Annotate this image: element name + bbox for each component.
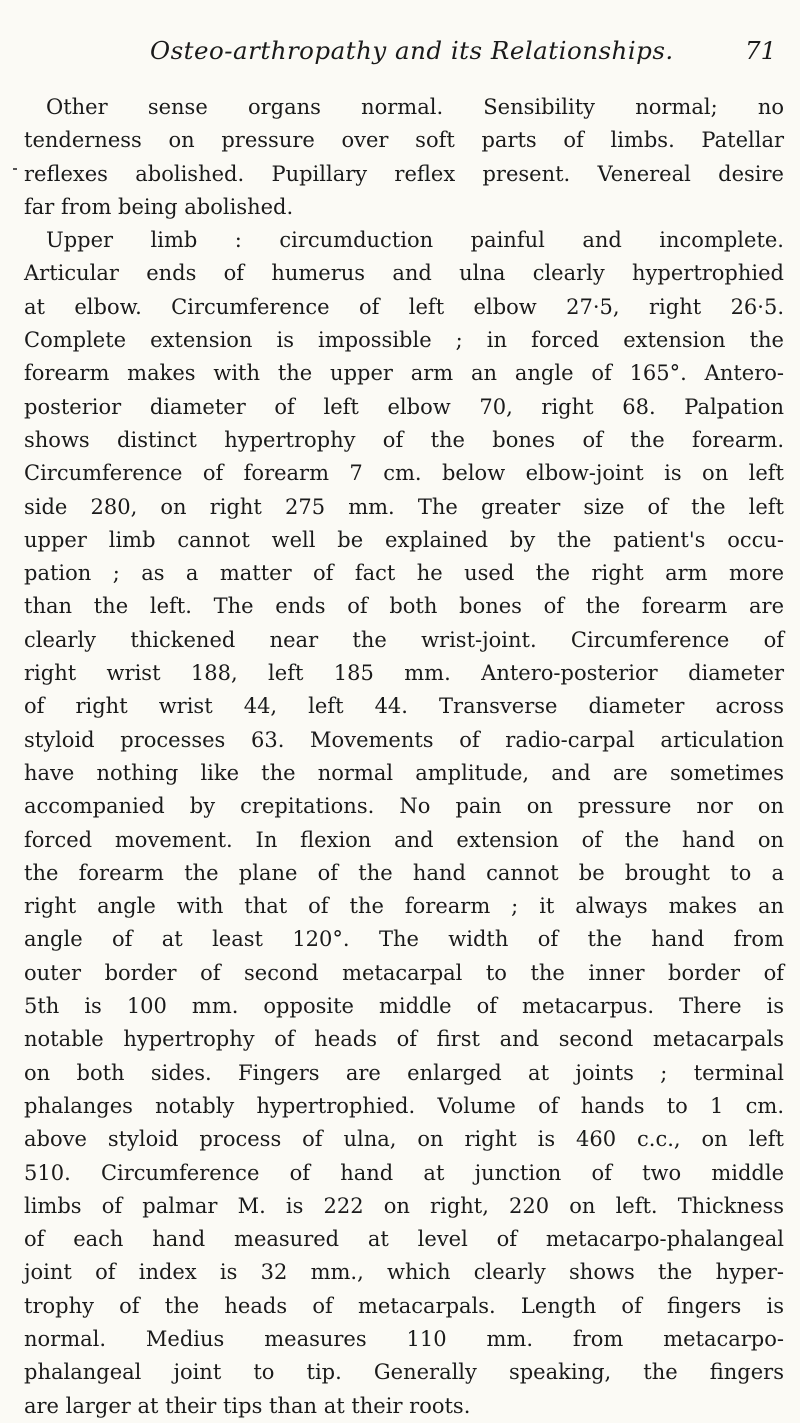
text-line: angle of at least 120°. The width of the hand from [24, 927, 784, 952]
page-number: 71 [745, 36, 777, 65]
text-line: styloid processes 63. Movements of radio-carpal articulation [24, 727, 784, 752]
text-line: tenderness on pressure over soft parts of limbs. Patellar [24, 128, 784, 153]
text-line: the forearm the plane of the hand cannot be brought to a [24, 860, 784, 885]
text-line: at elbow. Circumference of left elbow 27·5, right 26·5. [24, 294, 784, 319]
text-line: on both sides. Fingers are enlarged at joints ; terminal [24, 1060, 784, 1085]
margin-mark [13, 168, 17, 170]
text-line: limbs of palmar M. is 222 on right, 220 on left. Thickness [24, 1193, 784, 1218]
text-line: normal. Medius measures 110 mm. from metacarpo- [24, 1326, 784, 1351]
text-line: Articular ends of humerus and ulna clearly hypertrophied [24, 261, 784, 286]
text-line: trophy of the heads of metacarpals. Length of fingers is [24, 1293, 784, 1318]
text-line: phalangeal joint to tip. Generally speaking, the fingers [24, 1360, 784, 1385]
page-header [0, 36, 800, 76]
text-line: phalanges notably hypertrophied. Volume of hands to 1 cm. [24, 1093, 784, 1118]
text-line: accompanied by crepitations. No pain on pressure nor on [24, 794, 784, 819]
text-line: Other sense organs normal. Sensibility normal; no [46, 95, 784, 119]
text-line: pation ; as a matter of fact he used the right arm more [24, 561, 784, 586]
text-line: of each hand measured at level of metacarpo-phalangeal [24, 1227, 784, 1252]
text-line: far from being abolished. [24, 194, 294, 219]
text-line: of right wrist 44, left 44. Transverse diameter across [24, 694, 784, 719]
text-line: posterior diameter of left elbow 70, right 68. Palpation [24, 394, 784, 419]
body-text [24, 91, 784, 1423]
text-line: clearly thickened near the wrist-joint. Circumference of [24, 627, 784, 652]
text-line: than the left. The ends of both bones of the forearm are [24, 594, 784, 619]
running-title: Osteo-arthropathy and its Relationships. [150, 36, 674, 65]
text-line: right wrist 188, left 185 mm. Antero-posterior diameter [24, 661, 784, 686]
text-line: above styloid process of ulna, on right is 460 c.c., on left [24, 1127, 784, 1152]
text-line: Circumference of forearm 7 cm. below elbow-joint is on left [24, 461, 784, 486]
text-line: Upper limb : circumduction painful and incomplete. [46, 228, 784, 253]
text-line: reflexes abolished. Pupillary reflex present. Venereal desire [24, 161, 784, 186]
text-line: have nothing like the normal amplitude, and are sometimes [24, 760, 784, 785]
text-line: Complete extension is impossible ; in forced extension the [24, 328, 784, 353]
text-line: forced movement. In flexion and extension of the hand on [24, 827, 784, 852]
text-line: 510. Circumference of hand at junction of two middle [24, 1160, 784, 1185]
text-line: forearm makes with the upper arm an angle of 165°. Antero- [24, 361, 784, 386]
text-line: are larger at their tips than at their roots. [24, 1393, 471, 1418]
text-line: upper limb cannot well be explained by the patient's occu- [24, 527, 784, 552]
text-line: 5th is 100 mm. opposite middle of metacarpus. There is [24, 994, 784, 1019]
text-line: right angle with that of the forearm ; it always makes an [24, 894, 784, 919]
text-line: outer border of second metacarpal to the inner border of [24, 960, 784, 985]
text-line: joint of index is 32 mm., which clearly shows the hyper- [24, 1260, 784, 1285]
text-line: side 280, on right 275 mm. The greater size of the left [24, 494, 784, 519]
text-line: notable hypertrophy of heads of first and second metacarpals [24, 1027, 784, 1052]
text-line: shows distinct hypertrophy of the bones of the forearm. [24, 427, 784, 452]
